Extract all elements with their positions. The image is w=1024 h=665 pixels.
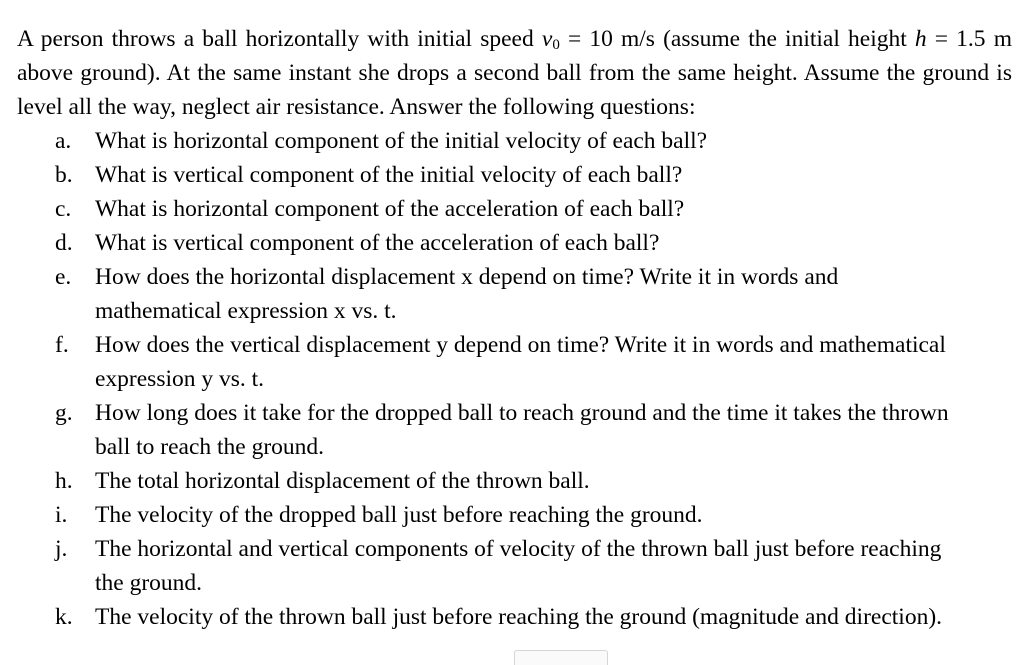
- question-text: How does the vertical displacement y depend on time? Write it in words and mathematical expression y vs. t.: [95, 332, 946, 392]
- question-item-j: [17, 532, 1012, 600]
- question-text: The total horizontal displacement of the thrown ball.: [95, 468, 590, 494]
- question-marker: j.: [55, 536, 68, 562]
- question-item-h: [17, 464, 1012, 498]
- question-text: The velocity of the dropped ball just before reaching the ground.: [95, 502, 703, 528]
- question-item-a: [17, 124, 1012, 158]
- question-marker: h.: [55, 468, 73, 494]
- velocity-symbol: v: [541, 26, 553, 52]
- question-text: What is horizontal component of the acceleration of each ball?: [95, 196, 685, 222]
- question-text: How does the horizontal displacement x depend on time? Write it in words and mathematical expression x vs. t.: [95, 264, 839, 324]
- question-marker: f.: [55, 332, 69, 358]
- question-item-g: [17, 396, 1012, 464]
- question-text: What is horizontal component of the initial velocity of each ball?: [95, 128, 708, 154]
- question-item-k: [17, 600, 1012, 634]
- question-marker: c.: [55, 196, 72, 222]
- question-text: What is vertical component of the initial velocity of each ball?: [95, 162, 683, 188]
- question-marker: g.: [55, 400, 73, 426]
- question-marker: k.: [55, 604, 73, 630]
- problem-statement: [17, 22, 1012, 124]
- question-item-c: [17, 192, 1012, 226]
- velocity-subscript: 0: [552, 37, 560, 53]
- question-item-f: [17, 328, 1012, 396]
- problem-document: [17, 22, 1012, 634]
- intro-text-1: A person throws a ball horizontally with initial speed: [17, 26, 542, 52]
- question-item-i: [17, 498, 1012, 532]
- question-text: What is vertical component of the acceleration of each ball?: [95, 230, 660, 256]
- question-text: The velocity of the thrown ball just before reaching the ground (magnitude and direction).: [95, 604, 943, 630]
- question-list: [17, 124, 1012, 634]
- question-marker: b.: [55, 162, 73, 188]
- question-item-b: [17, 158, 1012, 192]
- question-marker: e.: [55, 264, 72, 290]
- question-item-e: [17, 260, 1012, 328]
- height-symbol: h: [914, 26, 927, 52]
- question-text: How long does it take for the dropped ball to reach ground and the time it takes the thrown ball to reach the ground.: [95, 400, 949, 460]
- question-item-d: [17, 226, 1012, 260]
- question-marker: i.: [55, 502, 68, 528]
- question-marker: a.: [55, 128, 72, 154]
- intro-text-2: = 10 m/s (assume the initial height: [559, 26, 915, 52]
- question-marker: d.: [55, 230, 73, 256]
- question-text: The horizontal and vertical components of velocity of the thrown ball just before reaching the ground.: [95, 536, 942, 596]
- intro-text-3: = 1.5 m above ground). At the same instant she drops a second ball from the same height. Assume the ground is level all the way, neglect air resistance. Answer the following questions:: [17, 26, 1012, 120]
